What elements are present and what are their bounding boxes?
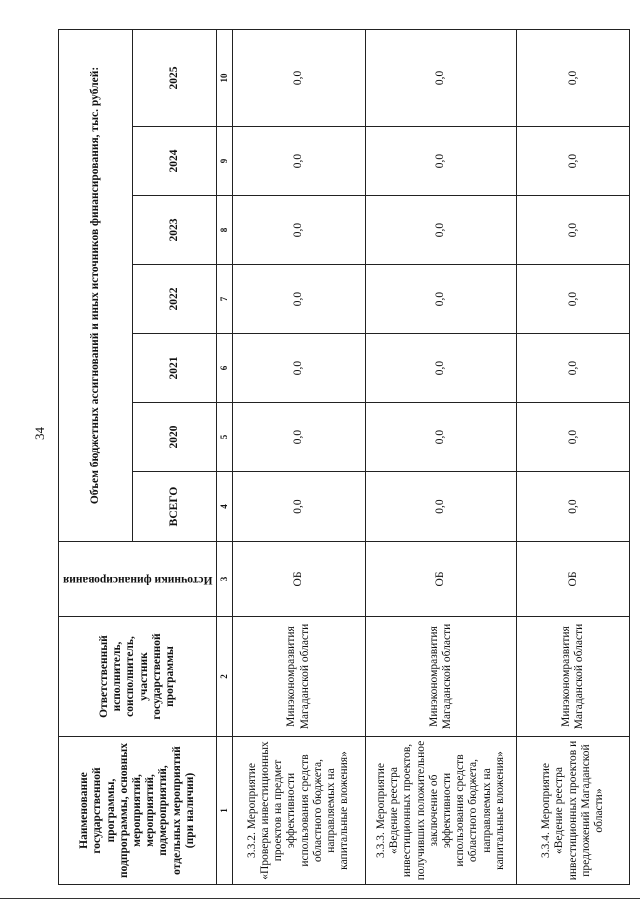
row-value: 0,0: [517, 472, 630, 542]
row-executor: Минэкономразвития Магаданской области: [232, 617, 365, 737]
header-year-2024: 2024: [133, 127, 217, 196]
bottom-rule: [0, 898, 640, 899]
page-number: 34: [32, 427, 47, 440]
row-source: ОБ: [232, 542, 365, 617]
header-executor: Ответственный исполнитель, соисполнитель, участник государственной программы: [59, 617, 217, 737]
row-value: 0,0: [365, 29, 517, 126]
column-number: 8: [217, 196, 232, 265]
row-value: 0,0: [232, 472, 365, 542]
funding-table: [58, 29, 630, 885]
column-number: 10: [217, 29, 232, 126]
row-value: 0,0: [232, 403, 365, 472]
row-value: 0,0: [517, 196, 630, 265]
row-value: 0,0: [517, 265, 630, 334]
row-value: 0,0: [365, 334, 517, 403]
header-year-2023: 2023: [133, 196, 217, 265]
row-source: ОБ: [365, 542, 517, 617]
row-value: 0,0: [232, 334, 365, 403]
column-number: 5: [217, 403, 232, 472]
header-name: Наименование государственной программы, подпрограммы, основных мероприятий, мероприятий, подмероприятий, отдельных мероприятий (при наличии): [59, 737, 217, 885]
row-value: 0,0: [232, 196, 365, 265]
column-number: 3: [217, 542, 232, 617]
table-row: [232, 29, 365, 884]
table-row: [365, 29, 517, 884]
column-number: 4: [217, 472, 232, 542]
row-name: 3.3.2. Мероприятие «Проверка инвестиционных проектов на предмет эффективности использования средств областного бюджета, направляемых на капитальные вложения»: [232, 737, 365, 885]
header-source: [59, 542, 217, 617]
row-value: 0,0: [365, 127, 517, 196]
header-year-2020: 2020: [133, 403, 217, 472]
header-year-total: ВСЕГО: [133, 472, 217, 542]
row-value: 0,0: [232, 29, 365, 126]
row-value: 0,0: [365, 265, 517, 334]
column-number: 7: [217, 265, 232, 334]
row-name: 3.3.4. Мероприятие «Ведение реестра инвестиционных проектов и предложений Магаданской области»: [517, 737, 630, 885]
row-source: ОБ: [517, 542, 630, 617]
header-year-2025: 2025: [133, 29, 217, 126]
column-number: 2: [217, 617, 232, 737]
row-value: 0,0: [517, 127, 630, 196]
row-value: 0,0: [365, 196, 517, 265]
row-value: 0,0: [517, 334, 630, 403]
column-number: 1: [217, 737, 232, 885]
column-number: 6: [217, 334, 232, 403]
header-funding: Объем бюджетных ассигнований и иных источников финансирования, тыс. рублей:: [59, 29, 133, 541]
header-source-text: Источники финансирования: [62, 573, 213, 586]
column-numbers-row: [217, 29, 232, 884]
row-executor: Минэкономразвития Магаданской области: [365, 617, 517, 737]
row-value: 0,0: [517, 403, 630, 472]
table-row: [517, 29, 630, 884]
rotated-table-stage: [58, 30, 630, 885]
row-executor: Минэкономразвития Магаданской области: [517, 617, 630, 737]
row-value: 0,0: [517, 29, 630, 126]
header-year-2021: 2021: [133, 334, 217, 403]
header-year-2022: 2022: [133, 265, 217, 334]
column-number: 9: [217, 127, 232, 196]
row-value: 0,0: [365, 472, 517, 542]
row-value: 0,0: [232, 127, 365, 196]
row-value: 0,0: [365, 403, 517, 472]
row-value: 0,0: [232, 265, 365, 334]
row-name: 3.3.3. Мероприятие «Ведение реестра инвестиционных проектов, получивших положительное заключение об эффективности использования средств областного бюджета, направляемых на капитальные вложения»: [365, 737, 517, 885]
